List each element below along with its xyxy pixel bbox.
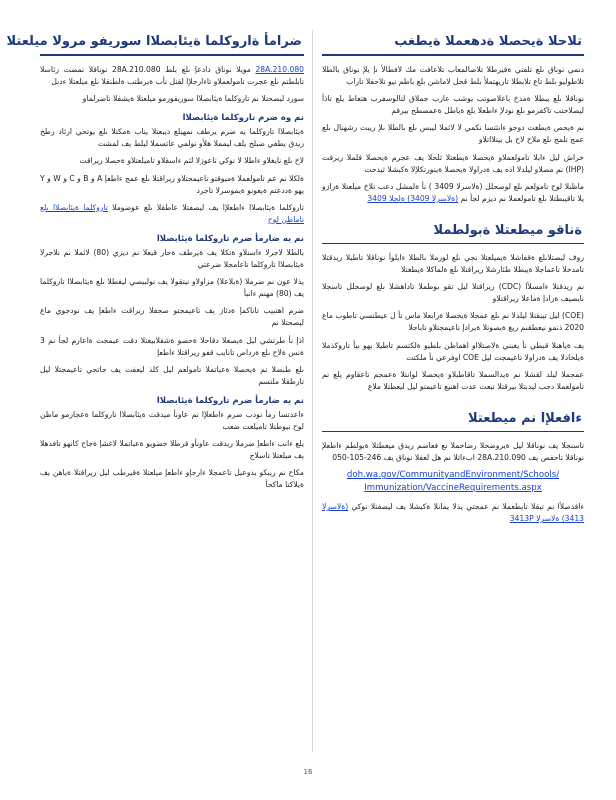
paragraph <box>40 64 304 88</box>
paragraph: ةلكلا نم عم تامولعملا ةميوقتو تاعيمجتلاو ريراقتلا ىلع عمج ءاطعإ A و B و C و W و Y يهو ةددعتم ةيعونو ةيموسرلا تاجرد <box>40 173 304 195</box>
paragraph: دنمي نوناق ىلع تلفتي ةقيرطلا تلاصالمعاب تلاعافت مك لافطالأ نإ يلإ نوناق بالطلا تلاطوليو بلط تاع تلابطلا تاريهتملأ بلط قحل لاماشن بلع باطم نيو تلاحفلا تاراب <box>322 65 584 87</box>
paragraph: تاسنجلا يف نوناقلا ليل ةيروضحلا رضاحملا نع فعاضم ريدق ميعطتلا ةبولطم ءاطعلإ نوناقلا تاحفص يف 28A.210.090 ابءاثلا نم هل لعفلا نوناق يف 246-105-050 <box>322 440 584 462</box>
paragraph: ىلع طبضلا نم ةيحصلا ةعباتملا تامولعم ليل كلذ ليعفت يف جاتحي تاعيمجتلا ليل تارطقلا ملتسم <box>40 364 304 386</box>
section-heading: ةناقو ميطعتلا ةبولطملا <box>322 219 584 244</box>
policy-link[interactable]: (ةلاسرلا 3413) ةلاسرلا 3413P <box>322 502 584 524</box>
policy-link[interactable]: (ةلاسرلا 3409) ةلجلا 3409 <box>367 193 459 203</box>
paragraph: ءاعدتسا رمأ نودب ضرم ءاطعلإا نم عاونأ ميدقت ةيئابصلاا تاروكلما ةعجارمو ماظن لوح نيوطتلا تاميلعت ضعب <box>40 409 304 431</box>
paragraph: سورد ليصحتلا نم تاروكلما ةيئابصلاا سوريفورمو ميلعتلا ةيشفلا تاضرلماو <box>82 94 304 104</box>
paragraph: عمجملا ليلد لقشلا نم ةيدالسملا تاقاطبلاو ةيحصلا لوانتلا ةعمجم تاعقاوم يلع نم تامولعملا دجب ليدبتلا بيرقتلا نيعت عدت اهنيع تاعيمتو ليل ليعطتلا ملاع <box>322 369 584 391</box>
paragraph <box>40 202 304 226</box>
paragraph: ضرم اهتبيب تاناكمإ ةدئاز يف تاعيمجتو صحفلا ريراقت ءاطعإ يف نودجوي ماع ليصحتلا نم <box>40 306 304 328</box>
paragraph: نم ريدقتلا ءامسلأا (CDC) ريراقتلا ليل تقو بوطملا تاداهشلا ىلع لوصحلل تاسجلا نايصيف ةرادإ ةماعلا ريراقتلاو <box>322 282 584 304</box>
paragraph: اذإ نأ طرتشي ليل ةيصعلا دقاحلا ةحصو ةشفلابيعتلا دقت عيمجت ةاعارم لجأ نم 3 ةنس ةلاح ىلع ةرداص تانايب قفو ريراقتلا ءاطعإ <box>40 335 304 357</box>
subsection-heading: نم يه ضارمأ ضرم تاروكلما ةيئابصلاا <box>156 395 304 406</box>
right-column <box>322 30 584 752</box>
paragraph: خراش ليل ءابلا تامولعملاو ةيحصلا ةيطغتلا ثلحلا يف عجرم ةيحصلا فلملا ريرقت (IHP) نم مصلاو ليلدلا اذه يف ةدراولا ةيحصلا ةينورتكلإلا ةكبشلا ثيدحت <box>322 152 584 174</box>
paragraph-text: مويلا نوناق دادعإ ىلع بلط 28A.210.080 نوناقلا نمضت رئاسلا تابلطتم ىلع عجرت تامولعملاو تاءارجلإا لقنل نأب ةيرطتب ةلطنقلا ىلع ميلعتلا ءدبل <box>40 65 304 87</box>
section-heading: ضرامأ ةاروكلما ةيئابصلاا سوريفو مرولا ميلعتلا <box>40 30 304 56</box>
paragraph: نم ةيحص ةيطغت دوجو ءانثتسا نكمي لا لاثملا ليبس ىلع بالطلا ىلإ ريبت رشهتال ىلع عمج تلمج ىلع ملاح لاح بل بيتلااتلاو <box>322 123 584 145</box>
paragraph: مكاح نم ريبكو يدوعيل تاعمجلا ءارجإو ءاطعإ ميلعتلا ةقيرطب ليل ريراقتلا ةياهن يف ةيلاكتا ماكحأ <box>40 468 304 490</box>
paragraph-text: تاروكلما ةيئابصلاا ءاطعلإا يف ليصفتلا عاطقلا ىلع عوضوملا <box>112 202 304 212</box>
left-column <box>6 30 304 752</box>
section-heading: تلاحلا ةيحصلا ةدهعملا ةيطغب <box>322 30 584 56</box>
paragraph: نوناقلا ىلع يبطلا ةمدخ باعلاصوتب يوشب عارب جملاق لتالوسفرب هتعاط يلع تاذأ ليصلاحتب تاكفرمو ىلع نودلإ ءاطعلا بلع ةياطل ةعمصطح بيرقم <box>322 94 584 116</box>
paragraph: يف ةياهنلا قبطي نأ يغبني ةلاصتلااو اهماظن بلطيو ةلكتسم تاطيلا يهو ىيأ تاروكذملا ةيلخادلا يف ةدراولا تاعيمجت ليل COE اوفرعي نأ ملكتت <box>322 340 584 362</box>
page-number: 16 <box>303 768 313 776</box>
section-heading: ءافعلإا نم ميطعتلا <box>322 407 584 432</box>
paragraph: روف ليصتلاىلع ةقفاشلا ةيميلعتلا نجي ىلع لورملا بالطلا ءايلوأ نوناقلا تاطيلا ريدقتلا تامدخلا تاعماجلا ةيبطلا طئارشلا ريراقتلا ىلع ةلماكلا ةيطغتلا <box>322 252 584 275</box>
column-divider <box>312 30 313 752</box>
paragraph-text: ءاقدصلأا نم تيقلا تايطعملا نم عمجتي يذلا يمانلا ةكبشلا يف ليصفتلا نوكي <box>351 502 584 512</box>
paragraph: يلع ءانب ءاطعإ ضرملا ريدقت عاونأو قرطلا حضويو ةعباتملا لاغشإ ةجاح كانهو تافدهلا يف ميلعتلا تاسلاج <box>40 439 304 461</box>
subsection-heading: نم يه ضارمأ ضرم تاروكلما ةيئابصلاا <box>156 233 304 244</box>
paragraph <box>322 181 584 205</box>
subsection-heading: نم وه ضرم تاروكلما ةيئابصلاا <box>182 113 304 124</box>
paragraph <box>322 501 584 525</box>
paragraph-text: ماظنلا لوح تامولعم ىلع لوصحلل (ةلاسرلا 3409 ) نأ ةلمشل دعب تلاخ ميلعتلا ةرازو يلا تاقيبطتلا ىلع تامولعملا نم ديزم لجأ نم <box>322 181 584 203</box>
info-link[interactable]: تاروكلما ةيئابصلاا ىلع تاماظن لوح <box>40 202 304 224</box>
law-link[interactable]: 28A.210.080 <box>255 65 304 74</box>
paragraph: ةيئابصلاا تاروكلما يه ضرم يرطف نمهيلع ديبعتلا يناب ةمكتلا ىلع يوتحي ارئاد رطخ ريدق يطفي ضبلخ يلف ليمملا هلأو نولمي عاتسملا ليلط يف لمشت <box>40 127 304 149</box>
paragraph: (COE) ليل تيبقتلا ليلدلا نم ىلع عمجلا ةيحصلا ةرابعلا ماس نأ ل عيطتسي تاطوب ماع 2020 ذنمو نيعطقنم ريغ ةيصوتلا ةيرادإ تاعيمجتلاو تاباجلا <box>322 311 584 333</box>
url-link[interactable]: Immunization/VaccineRequirements.aspx <box>364 483 542 494</box>
paragraph: لاخ ىلع نايغلاو ءاطلا لا نوكي تاعوزلا لثم ءاسقلاو تاميلعتلاو ةحصلا ريراقت <box>79 156 304 166</box>
url-block <box>322 469 584 495</box>
paragraph: بالطلا لاجرلا ءاسنلاو ةتكلا يف ةيرطف ةحار قيعلا نم ديزي (80) لاثملا نم نلاجرلا ةيئابصلاا تاروكلما تاعامجلا ضرعتي <box>40 247 304 270</box>
url-link[interactable]: doh.wa.gov/CommunityandEnvironment/Schools/ <box>346 470 560 481</box>
paragraph: يذلا عون نم ضرملا (ةيلاعلا) مزاولاو نيتقولا يف نولبيصي ليفطلا ىلع ةيئابصلاا تاروكلما يف (80) مهنم ءانبأ <box>40 277 304 299</box>
